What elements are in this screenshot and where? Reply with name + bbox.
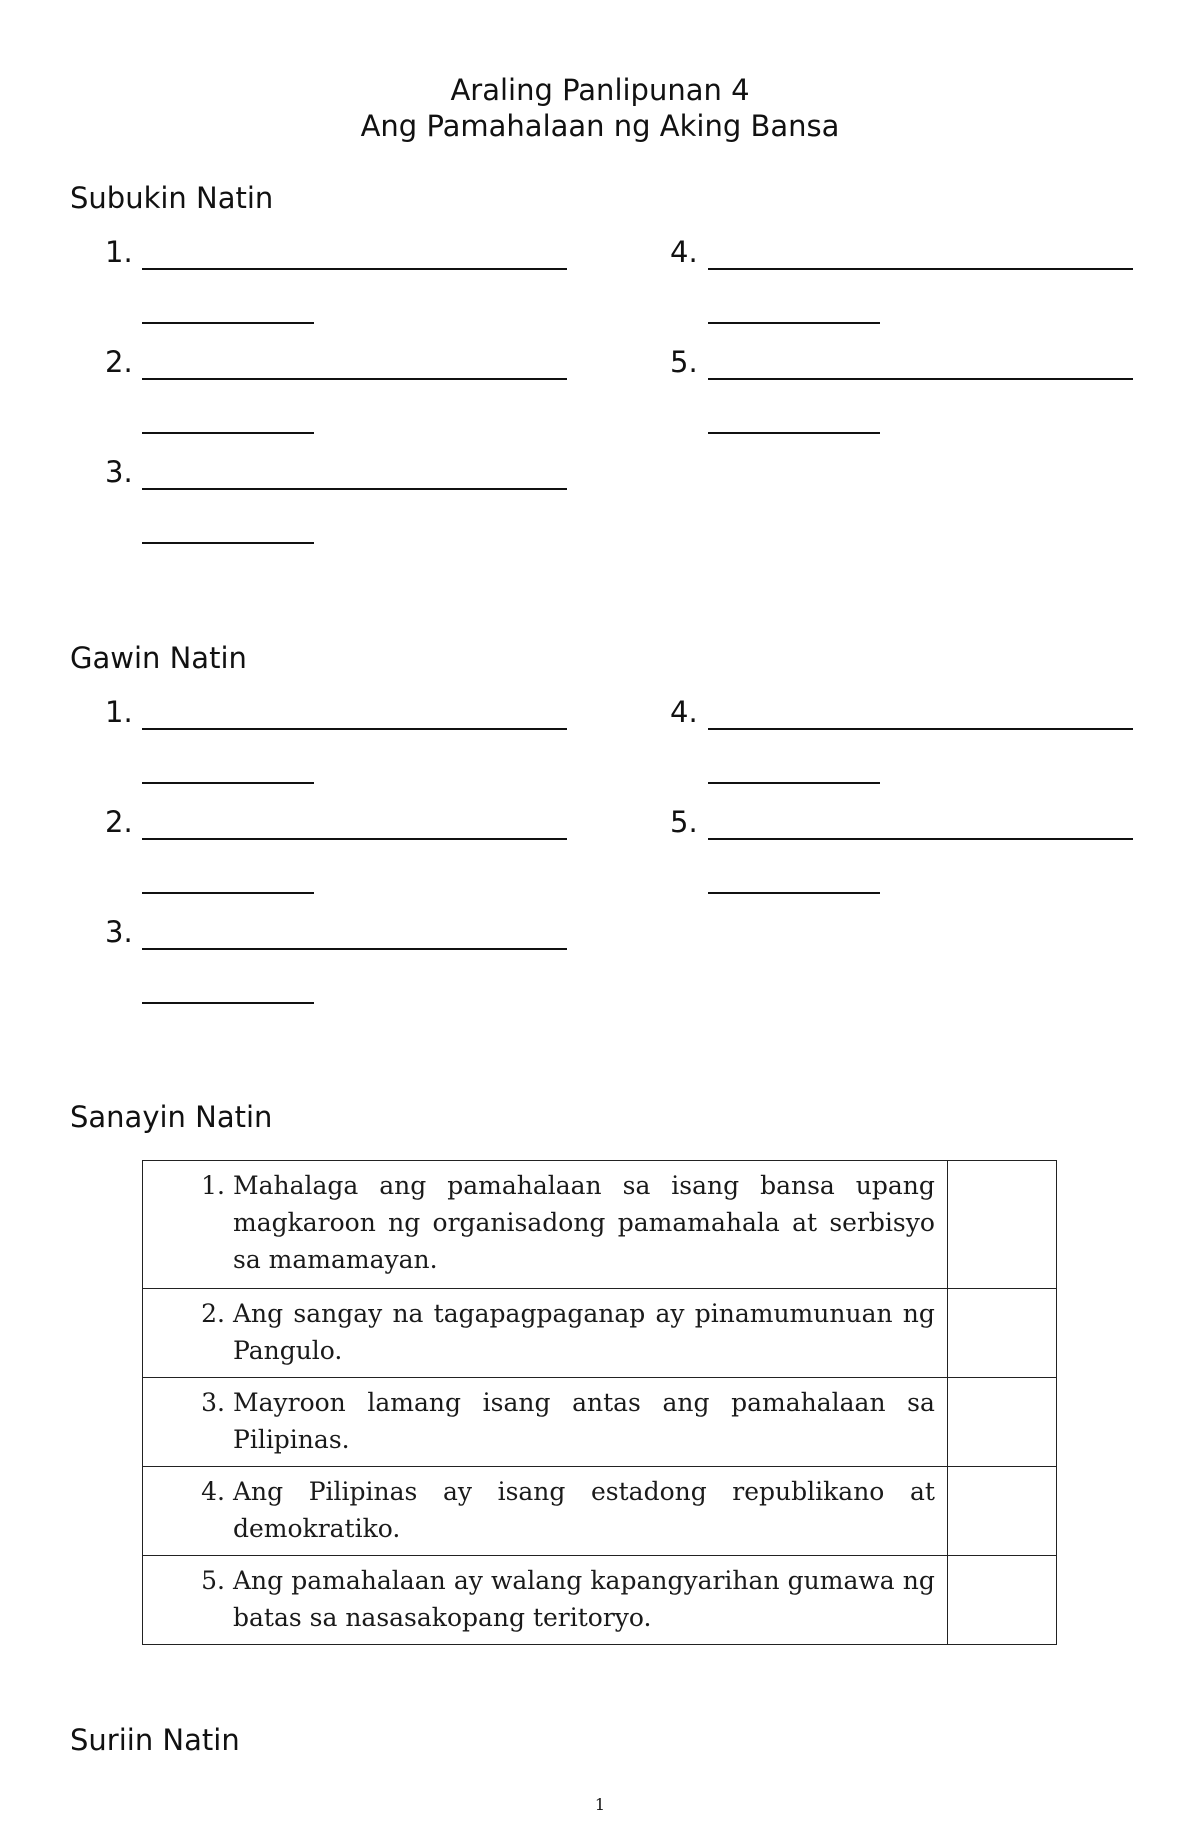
statement-number: 3. [201, 1388, 225, 1417]
answer-blank-continuation[interactable] [142, 542, 314, 544]
statement-text: Ang Pilipinas ay isang estadong republikano at demokratiko. [233, 1477, 935, 1543]
table-row [143, 1378, 1057, 1467]
statement-number: 5. [201, 1566, 225, 1595]
answer-blank[interactable] [142, 728, 567, 730]
section-title-gawin: Gawin Natin [70, 641, 247, 675]
answer-cell[interactable] [947, 1289, 1056, 1378]
item-number: 5. [670, 345, 698, 379]
table-row [143, 1289, 1057, 1378]
section-title-suriin: Suriin Natin [70, 1723, 240, 1757]
item-number: 5. [670, 805, 698, 839]
statement-text: Mahalaga ang pamahalaan sa isang bansa upang magkaroon ng organisadong pamamahala at serbisyo sa mamamayan. [233, 1171, 935, 1274]
answer-blank[interactable] [708, 378, 1133, 380]
item-number: 4. [670, 695, 698, 729]
table-row [143, 1467, 1057, 1556]
answer-cell[interactable] [947, 1467, 1056, 1556]
item-number: 3. [105, 915, 133, 949]
item-number: 4. [670, 235, 698, 269]
answer-cell[interactable] [947, 1556, 1056, 1645]
answer-blank-continuation[interactable] [142, 782, 314, 784]
answer-blank[interactable] [708, 268, 1133, 270]
answer-cell[interactable] [947, 1378, 1056, 1467]
answer-blank-continuation[interactable] [708, 782, 880, 784]
answer-blank[interactable] [142, 378, 567, 380]
table-row [143, 1556, 1057, 1645]
document-title: Araling Panlipunan 4 [450, 73, 750, 107]
answer-blank-continuation[interactable] [708, 432, 880, 434]
answer-blank-continuation[interactable] [708, 322, 880, 324]
answer-blank[interactable] [142, 488, 567, 490]
answer-cell[interactable] [947, 1161, 1056, 1289]
item-number: 1. [105, 695, 133, 729]
document-subtitle: Ang Pamahalaan ng Aking Bansa [360, 109, 840, 143]
answer-blank[interactable] [708, 838, 1133, 840]
item-number: 1. [105, 235, 133, 269]
section-title-sanayin: Sanayin Natin [70, 1100, 273, 1134]
item-number: 2. [105, 345, 133, 379]
statement-text: Mayroon lamang isang antas ang pamahalaan sa Pilipinas. [233, 1388, 935, 1454]
table-row [143, 1161, 1057, 1289]
answer-blank[interactable] [142, 948, 567, 950]
statement-number: 1. [201, 1171, 225, 1200]
true-false-table [142, 1160, 1057, 1645]
answer-blank-continuation[interactable] [142, 432, 314, 434]
answer-blank[interactable] [142, 268, 567, 270]
statement-number: 4. [201, 1477, 225, 1506]
answer-blank[interactable] [142, 838, 567, 840]
section-title-subukin: Subukin Natin [70, 181, 274, 215]
answer-blank[interactable] [708, 728, 1133, 730]
answer-blank-continuation[interactable] [142, 1002, 314, 1004]
answer-blank-continuation[interactable] [142, 322, 314, 324]
statement-text: Ang pamahalaan ay walang kapangyarihan gumawa ng batas sa nasasakopang teritoryo. [233, 1566, 935, 1632]
answer-blank-continuation[interactable] [708, 892, 880, 894]
statement-text: Ang sangay na tagapagpaganap ay pinamumunuan ng Pangulo. [233, 1299, 935, 1365]
page-number: 1 [594, 1795, 606, 1814]
statement-number: 2. [201, 1299, 225, 1328]
item-number: 2. [105, 805, 133, 839]
item-number: 3. [105, 455, 133, 489]
answer-blank-continuation[interactable] [142, 892, 314, 894]
